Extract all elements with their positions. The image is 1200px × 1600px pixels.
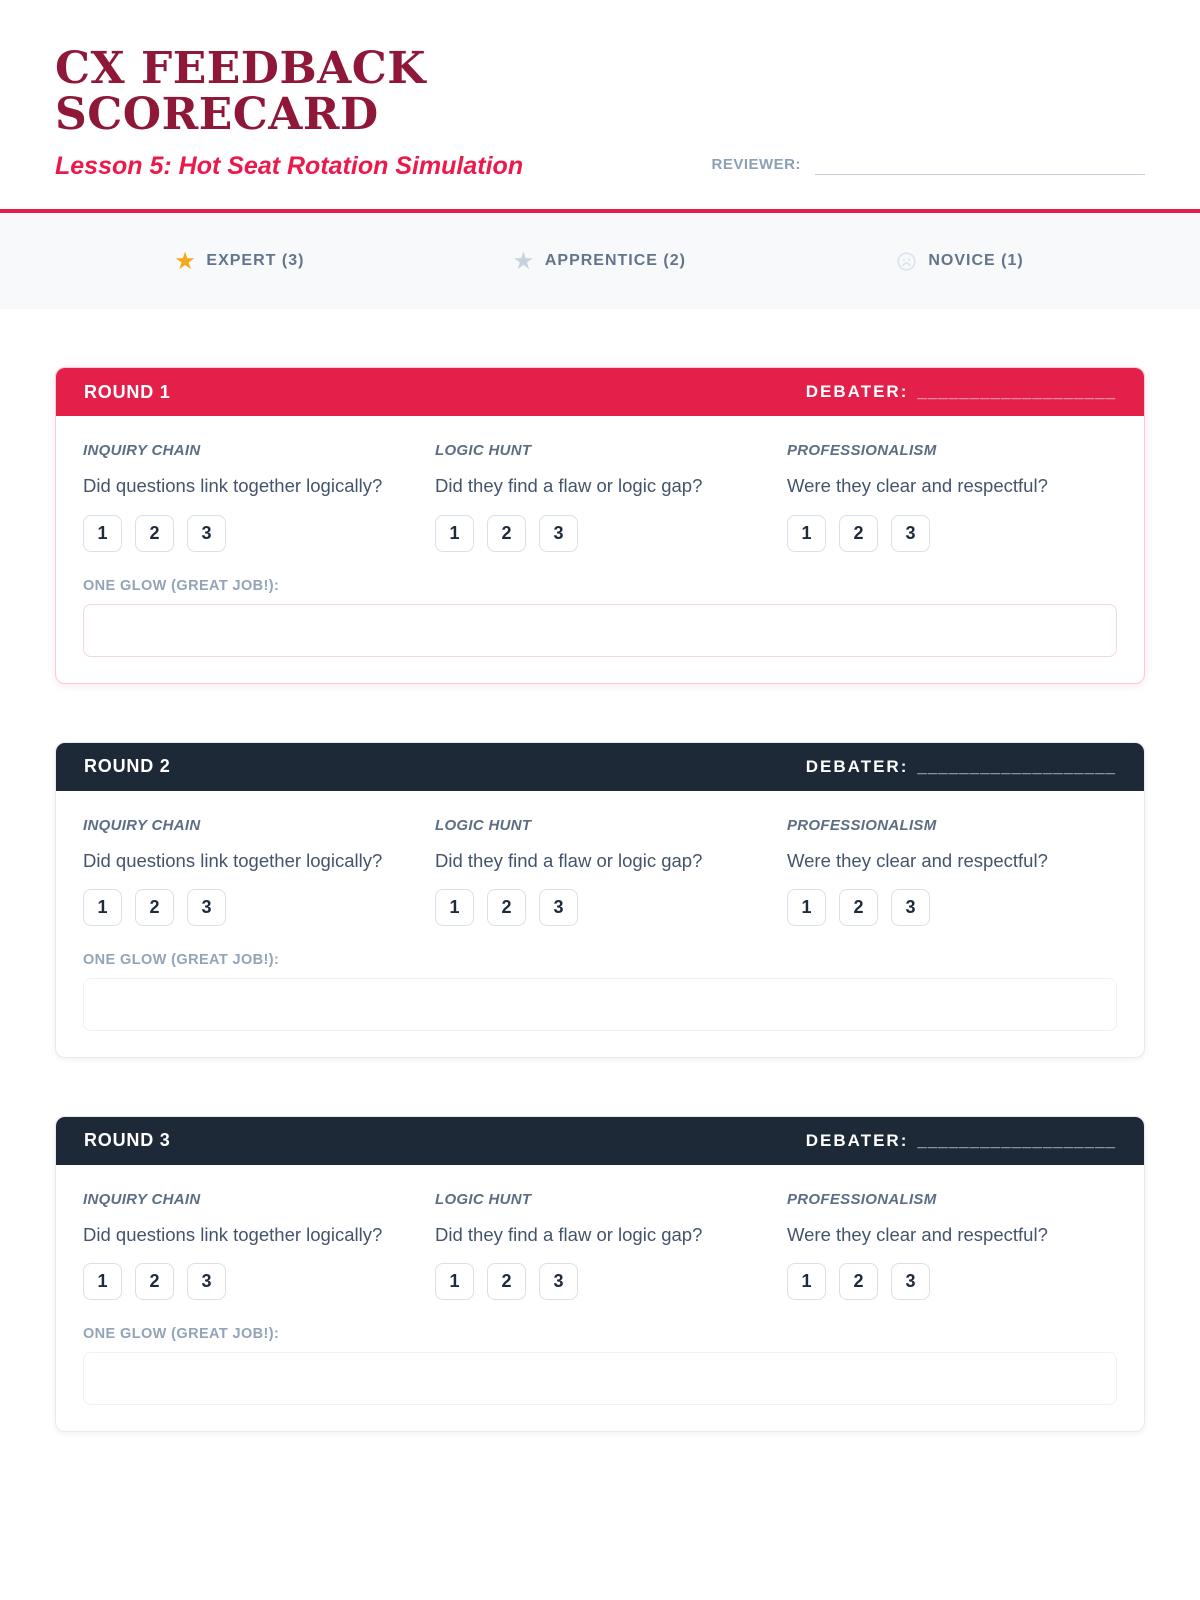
score-button-3[interactable]: 3: [187, 1263, 226, 1300]
reviewer-field-group: [711, 151, 1145, 181]
criterion-inquiry-chain: [83, 1191, 413, 1300]
title-block: [55, 43, 711, 181]
score-button-3[interactable]: 3: [891, 1263, 930, 1300]
score-button-2[interactable]: 2: [839, 515, 878, 552]
glow-input[interactable]: [83, 1352, 1117, 1405]
criterion-name: INQUIRY CHAIN: [83, 442, 201, 460]
score-legend: [0, 213, 1200, 309]
gray-star-icon: ★: [514, 249, 534, 273]
glow-section: [83, 952, 1117, 1031]
round-1-header: [56, 368, 1144, 416]
score-button-1[interactable]: 1: [435, 515, 474, 552]
score-buttons: [83, 889, 413, 926]
page-title: CX FEEDBACK SCORECARD: [55, 43, 427, 141]
legend-label: APPRENTICE (2): [544, 252, 686, 270]
score-button-1[interactable]: 1: [787, 1263, 826, 1300]
round-2-card: [55, 742, 1145, 1058]
debater-blank[interactable]: ___________________: [917, 382, 1116, 402]
score-button-2[interactable]: 2: [135, 1263, 174, 1300]
criterion-question: Did questions link together logically?: [83, 1223, 383, 1245]
legend-item-expert: [60, 251, 420, 272]
criterion-question: Did they find a flaw or logic gap?: [435, 1223, 703, 1245]
criterion-question: Were they clear and respectful?: [787, 475, 1048, 497]
score-button-1[interactable]: 1: [787, 515, 826, 552]
reviewer-label: REVIEWER:: [711, 156, 801, 174]
score-button-2[interactable]: 2: [839, 889, 878, 926]
score-button-3[interactable]: 3: [539, 889, 578, 926]
score-button-2[interactable]: 2: [487, 1263, 526, 1300]
round-3-header: [56, 1117, 1144, 1165]
legend-label: EXPERT (3): [206, 252, 305, 270]
criterion-name: INQUIRY CHAIN: [83, 1190, 201, 1208]
criterion-professionalism: [787, 1191, 1117, 1300]
round-1-card: [55, 367, 1145, 683]
round-2-body: [56, 791, 1144, 1057]
score-buttons: [83, 1263, 413, 1300]
score-button-3[interactable]: 3: [187, 889, 226, 926]
glow-input[interactable]: [83, 604, 1117, 657]
score-button-2[interactable]: 2: [135, 889, 174, 926]
criterion-name: LOGIC HUNT: [435, 442, 532, 460]
score-button-1[interactable]: 1: [83, 1263, 122, 1300]
debater-label: DEBATER:: [805, 382, 909, 402]
debater-field: [806, 757, 1116, 777]
score-button-3[interactable]: 3: [891, 889, 930, 926]
round-3-body: [56, 1165, 1144, 1431]
legend-item-apprentice: [420, 251, 780, 272]
criterion-question: Were they clear and respectful?: [787, 1223, 1048, 1245]
frown-face-icon: [896, 251, 917, 272]
round-title: ROUND 2: [84, 756, 171, 777]
criterion-question: Did questions link together logically?: [83, 475, 383, 497]
criterion-professionalism: [787, 442, 1117, 551]
score-button-1[interactable]: 1: [83, 889, 122, 926]
debater-blank[interactable]: ___________________: [917, 756, 1116, 776]
score-button-1[interactable]: 1: [83, 515, 122, 552]
round-title: ROUND 1: [84, 381, 171, 402]
criterion-name: LOGIC HUNT: [435, 1190, 532, 1208]
score-button-1[interactable]: 1: [435, 1263, 474, 1300]
criterion-inquiry-chain: [83, 442, 413, 551]
round-1-body: [56, 416, 1144, 682]
score-button-3[interactable]: 3: [539, 1263, 578, 1300]
round-3-card: [55, 1116, 1145, 1432]
debater-blank[interactable]: ___________________: [917, 1130, 1116, 1150]
criterion-name: PROFESSIONALISM: [787, 816, 937, 834]
score-button-2[interactable]: 2: [135, 515, 174, 552]
score-button-3[interactable]: 3: [187, 515, 226, 552]
score-button-3[interactable]: 3: [891, 515, 930, 552]
gold-star-icon: ★: [175, 249, 196, 273]
glow-input[interactable]: [83, 978, 1117, 1031]
score-buttons: [435, 515, 765, 552]
score-button-1[interactable]: 1: [435, 889, 474, 926]
criterion-question: Did they find a flaw or logic gap?: [435, 849, 703, 871]
score-buttons: [787, 1263, 1117, 1300]
criterion-question: Did they find a flaw or logic gap?: [435, 475, 703, 497]
debater-label: DEBATER:: [805, 1130, 909, 1150]
criterion-question: Were they clear and respectful?: [787, 849, 1048, 871]
score-button-2[interactable]: 2: [487, 515, 526, 552]
round-title: ROUND 3: [84, 1130, 171, 1151]
glow-section: [83, 1326, 1117, 1405]
glow-label: ONE GLOW (GREAT JOB!):: [83, 1326, 280, 1343]
score-button-3[interactable]: 3: [539, 515, 578, 552]
round-2-header: [56, 743, 1144, 791]
score-button-2[interactable]: 2: [487, 889, 526, 926]
criterion-question: Did questions link together logically?: [83, 849, 383, 871]
score-buttons: [787, 889, 1117, 926]
score-button-2[interactable]: 2: [839, 1263, 878, 1300]
score-buttons: [435, 889, 765, 926]
criterion-logic-hunt: [435, 1191, 765, 1300]
document-header: [0, 0, 1200, 209]
score-buttons: [83, 515, 413, 552]
criterion-name: INQUIRY CHAIN: [83, 816, 201, 834]
criterion-inquiry-chain: [83, 817, 413, 926]
criterion-name: PROFESSIONALISM: [787, 1190, 937, 1208]
debater-field: [806, 382, 1116, 402]
score-buttons: [435, 1263, 765, 1300]
score-button-1[interactable]: 1: [787, 889, 826, 926]
rounds-container: [0, 309, 1200, 1472]
debater-label: DEBATER:: [805, 756, 909, 776]
score-buttons: [787, 515, 1117, 552]
glow-section: [83, 578, 1117, 657]
page-subtitle: Lesson 5: Hot Seat Rotation Simulation: [55, 152, 524, 181]
legend-item-novice: [780, 251, 1140, 272]
criterion-logic-hunt: [435, 442, 765, 551]
criterion-logic-hunt: [435, 817, 765, 926]
reviewer-input[interactable]: [815, 151, 1145, 175]
criterion-name: LOGIC HUNT: [435, 816, 532, 834]
glow-label: ONE GLOW (GREAT JOB!):: [83, 951, 280, 968]
criterion-name: PROFESSIONALISM: [787, 442, 937, 460]
glow-label: ONE GLOW (GREAT JOB!):: [83, 577, 280, 594]
criterion-professionalism: [787, 817, 1117, 926]
legend-label: NOVICE (1): [928, 252, 1024, 270]
debater-field: [806, 1131, 1116, 1151]
